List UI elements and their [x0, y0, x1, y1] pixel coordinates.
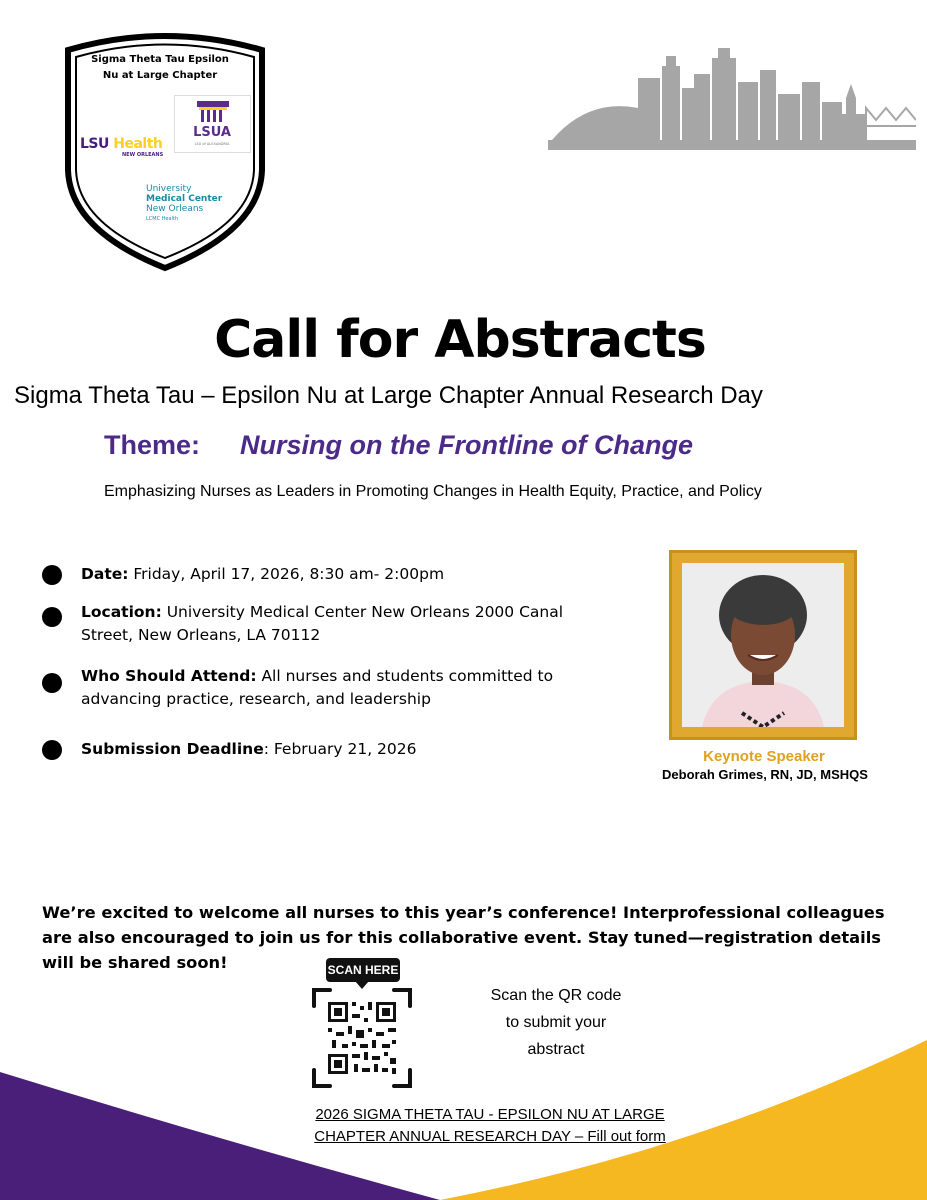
theme-text: Nursing on the Frontline of Change: [240, 430, 693, 460]
scan-line: Scan the QR code: [490, 987, 622, 1004]
scan-line: abstract: [527, 1041, 585, 1058]
detail-label: Who Should Attend:: [81, 667, 257, 685]
detail-value: Friday, April 17, 2026, 8:30 am- 2:00pm: [128, 565, 445, 583]
bullet-icon: [42, 740, 62, 760]
form-link-line[interactable]: 2026 SIGMA THETA TAU - EPSILON NU AT LARGE: [315, 1106, 665, 1123]
new-orleans-skyline-icon: [548, 48, 916, 150]
scan-line: to submit your: [505, 1014, 607, 1031]
detail-value: : February 21, 2026: [263, 740, 417, 758]
umc-logo: University Medical Center New Orleans LCMC Health: [146, 184, 223, 222]
keynote-label: Keynote Speaker: [703, 748, 825, 765]
chapter-name: Sigma Theta Tau Epsilon Nu at Large Chapter: [91, 54, 229, 81]
detail-deadline: [81, 738, 601, 761]
detail-label: Submission Deadline: [81, 740, 264, 758]
registration-form-link[interactable]: [230, 1104, 750, 1148]
svg-text:LSUA: LSUA: [193, 125, 231, 140]
scan-here-badge: SCAN HERE: [326, 958, 400, 982]
theme-emphasis: Emphasizing Nurses as Leaders in Promoting Changes in Health Equity, Practice, and Policy: [104, 483, 762, 500]
form-link-line[interactable]: CHAPTER ANNUAL RESEARCH DAY – Fill out form: [314, 1128, 666, 1145]
theme-label: Theme:: [104, 430, 201, 460]
lsua-logo: [174, 95, 251, 153]
detail-label: Location:: [81, 603, 162, 621]
detail-date: [81, 563, 601, 586]
welcome-message: We’re excited to welcome all nurses to this year’s conference! Interprofessional colleagues are also encouraged to join us for this collaborative event. Stay tuned—registration details will be shared soon!: [42, 903, 885, 972]
bullet-icon: [42, 673, 62, 693]
speaker-portrait-icon: [682, 563, 844, 727]
bullet-icon: [42, 565, 62, 585]
keynote-name: Deborah Grimes, RN, JD, MSHQS: [662, 767, 868, 782]
svg-text:LSU of ALEXANDRIA: LSU of ALEXANDRIA: [194, 142, 230, 146]
detail-location: [81, 601, 601, 647]
keynote-photo: [669, 550, 857, 740]
detail-value: All nurses and students committed to advancing practice, research, and leadership: [81, 667, 554, 708]
detail-value: University Medical Center New Orleans 2000 Canal Street, New Orleans, LA 70112: [81, 603, 564, 644]
detail-audience: [81, 665, 601, 711]
page-title: Call for Abstracts: [214, 310, 706, 370]
detail-label: Date:: [81, 565, 129, 583]
bullet-icon: [42, 607, 62, 627]
lsu-health-logo: LSU Health NEW ORLEANS: [80, 136, 164, 158]
event-subtitle: Sigma Theta Tau – Epsilon Nu at Large Chapter Annual Research Day: [14, 382, 763, 409]
scan-instructions: [470, 982, 642, 1063]
qr-code[interactable]: [312, 988, 412, 1088]
